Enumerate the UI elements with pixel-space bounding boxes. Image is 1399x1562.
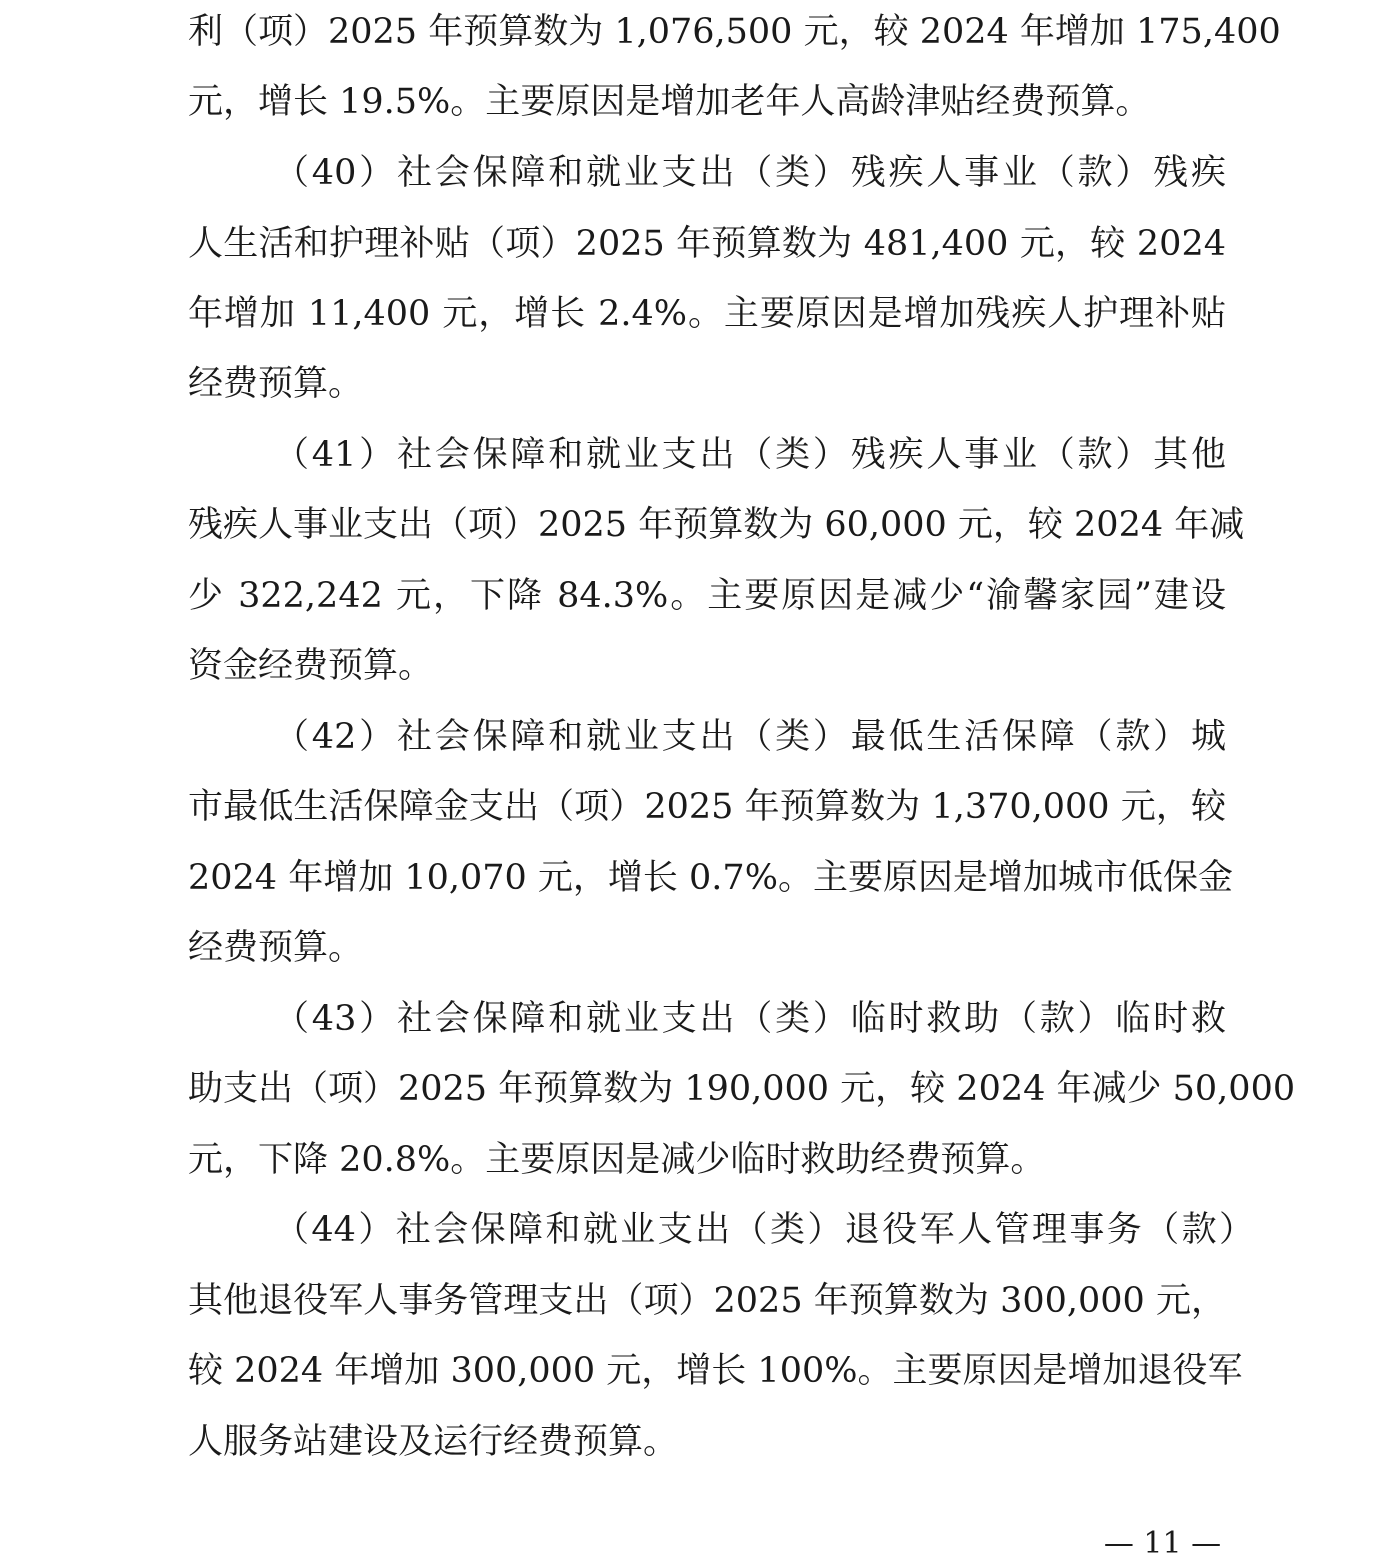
paragraph-40-first-line: （40）社会保障和就业支出（类）残疾人事业（款）残疾 <box>274 153 1226 193</box>
text-line: 经费预算。 <box>188 364 364 404</box>
paragraph-44-first-line: （44）社会保障和就业支出（类）退役军人管理事务（款） <box>274 1210 1254 1250</box>
paragraph-43-first-line: （43）社会保障和就业支出（类）临时救助（款）临时救 <box>274 999 1226 1039</box>
text-line: 元，增长 19.5%。主要原因是增加老年人高龄津贴经费预算。 <box>188 82 1151 122</box>
text-line: 利（项）2025 年预算数为 1,076,500 元，较 2024 年增加 175,400 <box>188 12 1281 52</box>
text-line: 助支出（项）2025 年预算数为 190,000 元，较 2024 年减少 50,000 <box>188 1069 1296 1109</box>
text-line: 市最低生活保障金支出（项）2025 年预算数为 1,370,000 元，较 <box>188 787 1226 827</box>
page-number: — 11 — <box>1103 1526 1222 1561</box>
text-line: 元，下降 20.8%。主要原因是减少临时救助经费预算。 <box>188 1140 1046 1180</box>
text-line: 少 322,242 元，下降 84.3%。主要原因是减少“渝馨家园”建设 <box>188 576 1226 616</box>
text-line: 经费预算。 <box>188 928 364 968</box>
text-line: 残疾人事业支出（项）2025 年预算数为 60,000 元，较 2024 年减 <box>188 505 1245 545</box>
text-line: 人生活和护理补贴（项）2025 年预算数为 481,400 元，较 2024 <box>188 224 1226 264</box>
text-line: 资金经费预算。 <box>188 646 434 686</box>
text-line: 人服务站建设及运行经费预算。 <box>188 1422 679 1462</box>
paragraph-42-first-line: （42）社会保障和就业支出（类）最低生活保障（款）城 <box>274 717 1226 757</box>
text-line: 年增加 11,400 元，增长 2.4%。主要原因是增加残疾人护理补贴 <box>188 294 1226 334</box>
text-line: 其他退役军人事务管理支出（项）2025 年预算数为 300,000 元， <box>188 1281 1226 1321</box>
paragraph-41-first-line: （41）社会保障和就业支出（类）残疾人事业（款）其他 <box>274 435 1226 475</box>
text-line: 2024 年增加 10,070 元，增长 0.7%。主要原因是增加城市低保金 <box>188 858 1233 898</box>
text-line: 较 2024 年增加 300,000 元，增长 100%。主要原因是增加退役军 <box>188 1351 1243 1391</box>
